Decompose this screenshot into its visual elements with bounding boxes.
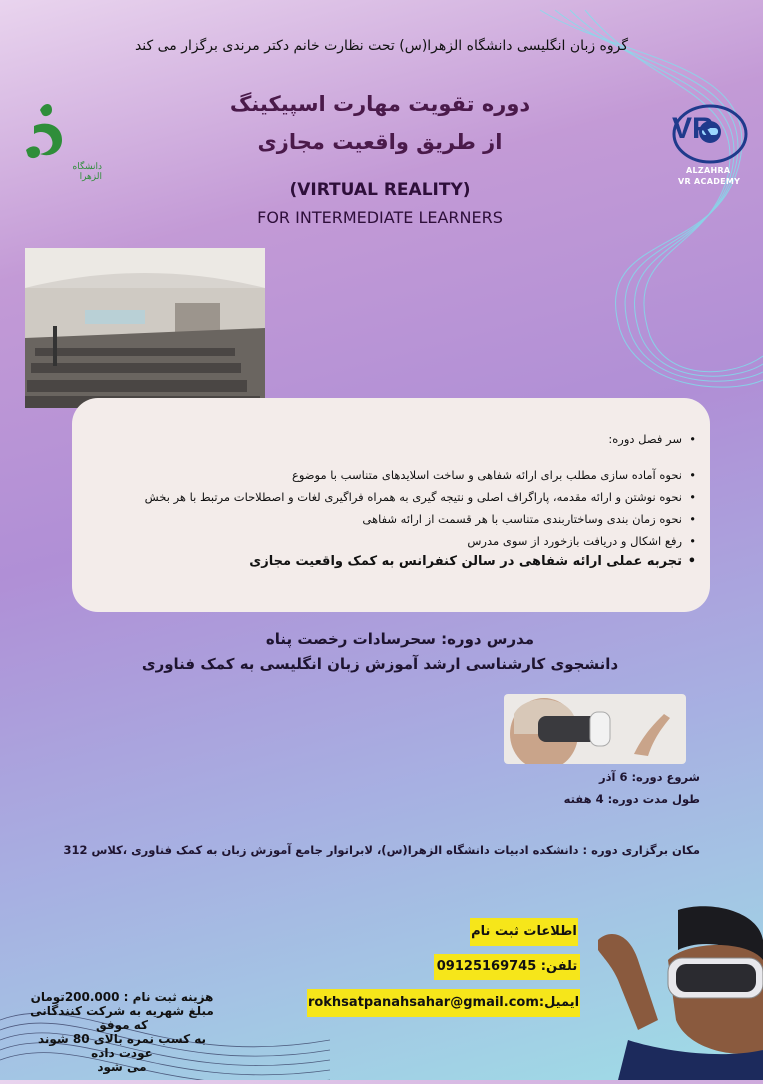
vr-academy-line2: VR ACADEMY bbox=[678, 177, 741, 186]
course-title-english-2: FOR INTERMEDIATE LEARNERS bbox=[257, 208, 503, 227]
syllabus-item: • نحوه نوشتن و ارائه مقدمه، پاراگراف اصلی و نتیجه گیری به همراه فراگیری لغات و اصطلاحات مرتبط با هر بخش bbox=[145, 490, 696, 504]
course-title-line2: از طریق واقعیت مجازی bbox=[257, 130, 503, 154]
syllabus-item: • نحوه آماده سازی مطلب برای ارائه شفاهی و ساخت اسلایدهای متناسب با موضوع bbox=[145, 468, 696, 482]
syllabus-item: • نحوه زمان بندی وساختاربندی متناسب با هر قسمت از ارائه شفاهی bbox=[145, 512, 696, 526]
fee-line: به کسب نمره بالای 80 شوند عودت داده bbox=[37, 1032, 207, 1060]
decorative-waves-top-right bbox=[500, 0, 763, 400]
course-title-line1: دوره تقویت مهارت اسپیکینگ bbox=[229, 92, 531, 116]
fee-info bbox=[22, 990, 222, 1074]
course-title-english-1: (VIRTUAL REALITY) bbox=[289, 180, 471, 200]
syllabus-heading: • سر فصل دوره: bbox=[608, 432, 696, 446]
fee-line: هزینه ثبت نام : 200.000تومان bbox=[30, 990, 214, 1004]
syllabus-list bbox=[145, 468, 696, 569]
registration-phone[interactable]: تلفن: 09125169745 bbox=[434, 954, 580, 980]
syllabus-panel bbox=[72, 398, 710, 612]
teacher-description: دانشجوی کارشناسی ارشد آموزش زبان انگلیسی به کمک فناوری bbox=[141, 655, 619, 673]
vr-person-photo bbox=[598, 900, 763, 1080]
vr-academy-line1: ALZAHRA bbox=[686, 166, 731, 175]
syllabus-item: • تجربه عملی ارائه شفاهی در سالن کنفرانس به کمک واقعیت مجازی bbox=[145, 554, 696, 569]
organizer-line: گروه زبان انگلیسی دانشگاه الزهرا(س) تحت نظارت خانم دکتر مرندی برگزار می کند bbox=[134, 38, 629, 54]
vr-headset-photo bbox=[504, 694, 686, 764]
alzahra-university-logo bbox=[22, 100, 102, 184]
course-duration: طول مدت دوره: 4 هفته bbox=[563, 792, 700, 806]
alzahra-vr-academy-logo bbox=[666, 104, 750, 190]
teacher-name: مدرس دوره: سحرسادات رخصت پناه bbox=[265, 630, 535, 648]
course-location: مکان برگزاری دوره : دانشکده ادبیات دانشگاه الزهرا(س)، لابراتوار جامع آموزش زبان به کمک فناوری ،کلاس 312 bbox=[63, 843, 700, 857]
registration-title: اطلاعات ثبت نام bbox=[470, 918, 578, 946]
alzahra-logo-caption: دانشگاه الزهرا bbox=[72, 162, 102, 182]
syllabus-item: • رفع اشکال و دریافت بازخورد از سوی مدرس bbox=[145, 534, 696, 548]
syllabus-heading-list bbox=[608, 432, 696, 446]
course-start-date: شروع دوره: 6 آذر bbox=[598, 770, 700, 784]
lecture-hall-photo bbox=[25, 248, 265, 408]
vr-academy-mark-text: VR bbox=[672, 112, 714, 145]
fee-line: مبلغ شهریه به شرکت کنندگانی که موفق bbox=[30, 1004, 214, 1032]
registration-email[interactable]: ایمیل:rokhsatpanahsahar@gmail.com bbox=[307, 989, 580, 1017]
fee-line: می شود bbox=[97, 1060, 147, 1074]
